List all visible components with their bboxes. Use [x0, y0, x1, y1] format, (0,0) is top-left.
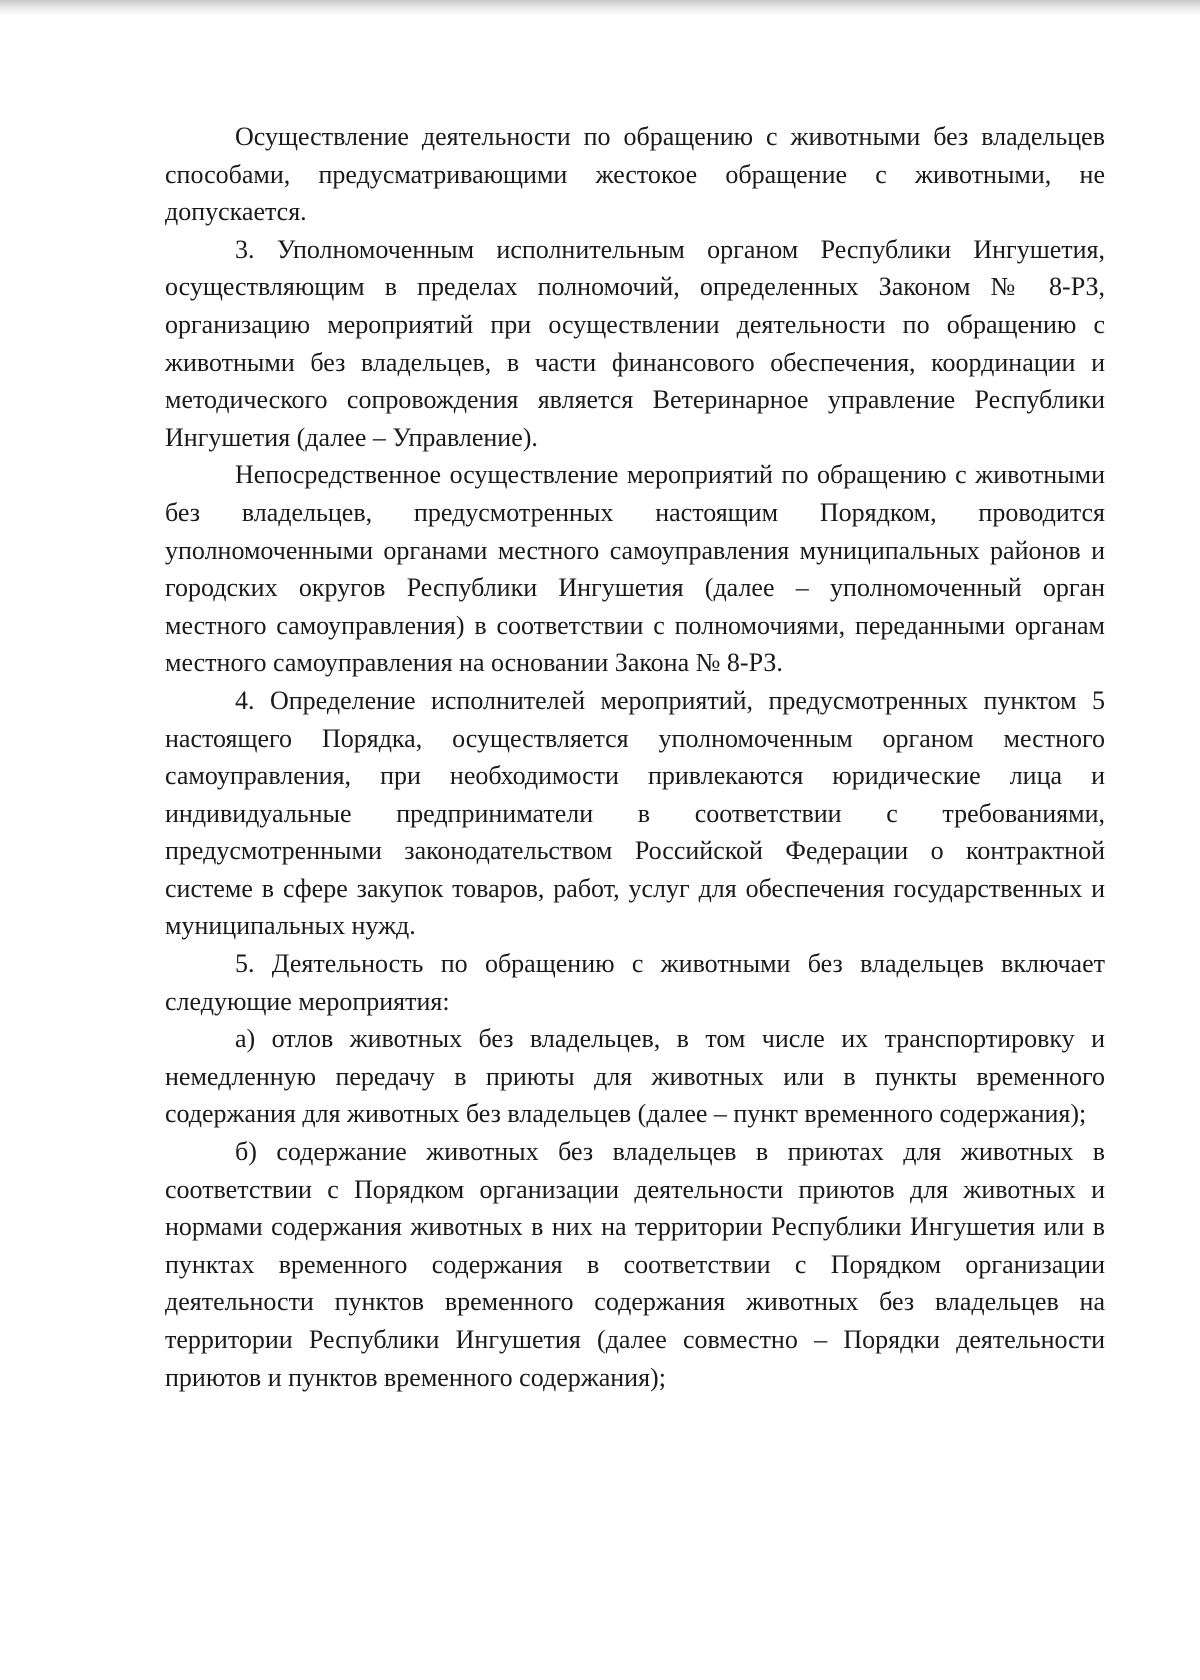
scan-edge-shadow — [0, 0, 1200, 16]
paragraph-subitem-b: б) содержание животных без владельцев в приютах для животных в соответствии с Порядком организации деятельности приютов для животных и нормами содержания животных в них на территории Республики Ингушетия или в пунктах временного содержания в соответствии с Порядком организации деятельности пунктов временного содержания животных без владельцев на территории Республики Ингушетия (далее совместно – Порядки деятельности приютов и пунктов временного содержания); — [165, 1137, 1105, 1392]
paragraph-cruelty-prohibition: Осуществление деятельности по обращению с животными без владельцев способами, предусматривающими жестокое обращение с животными, не допускается. — [165, 122, 1105, 227]
paragraph-item-3: 3. Уполномоченным исполнительным органом Республики Ингушетия, осуществляющим в пределах полномочий, определенных Законом № 8-РЗ, организацию мероприятий при осуществлении деятельности по обращению с животными без владельцев, в части финансового обеспечения, координации и методического сопровождения является Ветеринарное управление Республики Ингушетия (далее – Управление). — [165, 234, 1105, 452]
paragraph-item-5: 5. Деятельность по обращению с животными без владельцев включает следующие мероприятия: — [165, 949, 1105, 1016]
paragraph-local-authorities: Непосредственное осуществление мероприятий по обращению с животными без владельцев, предусмотренных настоящим Порядком, проводится уполномоченными органами местного самоуправления муниципальных районов и городских округов Республики Ингушетия (далее – уполномоченный орган местного самоуправления) в соответствии с полномочиями, переданными органам местного самоуправления на основании Закона № 8-РЗ. — [165, 460, 1105, 678]
paragraph-subitem-a: а) отлов животных без владельцев, в том числе их транспортировку и немедленную передачу в приюты для животных или в пункты временного содержания для животных без владельцев (далее – пункт временного содержания); — [165, 1024, 1105, 1129]
paragraph-item-4: 4. Определение исполнителей мероприятий, предусмотренных пунктом 5 настоящего Порядка, осуществляется уполномоченным органом местного самоуправления, при необходимости привлекаются юридические лица и индивидуальные предприниматели в соответствии с требованиями, предусмотренными законодательством Российской Федерации о контрактной системе в сфере закупок товаров, работ, услуг для обеспечения государственных и муниципальных нужд. — [165, 685, 1105, 941]
document-page — [165, 118, 1105, 1396]
